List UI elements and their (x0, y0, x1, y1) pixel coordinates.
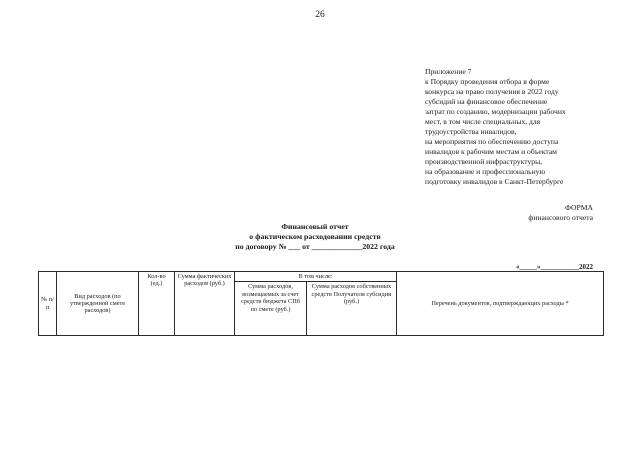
header-own-sum: Сумма расходов собственных средств Получателя субсидии (руб.) (307, 282, 397, 336)
appendix-line: мест, в том числе специальных, для (425, 117, 541, 126)
header-budget-sum: Сумма расходов, возмещаемых за счет средств бюджета СПб по смете (руб.) (235, 282, 307, 336)
form-label-subtitle: финансового отчета (528, 213, 593, 222)
header-documents: Перечень документов, подтверждающих расходы * (397, 272, 604, 336)
appendix-line: трудоустройства инвалидов, (425, 127, 517, 136)
report-date: «_____»___________2022 (516, 263, 593, 271)
page-number: 26 (315, 10, 325, 20)
appendix-line: инвалидов к рабочим местам и объектам (425, 147, 557, 156)
form-label (528, 203, 593, 223)
header-quantity: Кол-во (ед.) (139, 272, 175, 336)
header-expense-type: Вид расходов (по утвержденной смете расходов) (57, 272, 139, 336)
financial-report-table (38, 271, 604, 336)
header-including: В том числе: (235, 272, 397, 282)
appendix-line: на мероприятия по обеспечению доступа (425, 137, 559, 146)
form-label-title: ФОРМА (564, 203, 593, 212)
appendix-line: конкурса на право получения в 2022 году (425, 87, 559, 96)
header-num: № п/п (39, 272, 57, 336)
appendix-line: затрат по созданию, модернизации рабочих (425, 107, 566, 116)
appendix-block (425, 67, 637, 187)
appendix-line: субсидий на финансовое обеспечение (425, 97, 548, 106)
appendix-line: Приложение 7 (425, 67, 472, 76)
header-actual-sum: Сумма фактических расходов (руб.) (175, 272, 235, 336)
report-title (150, 222, 480, 252)
report-title-line2: о фактическом расходовании средств (249, 232, 381, 241)
appendix-line: производственной инфраструктуры, (425, 157, 543, 166)
appendix-line: подготовку инвалидов в Санкт-Петербурге (425, 177, 564, 186)
appendix-line: на образование и профессиональную (425, 167, 546, 176)
report-title-line1: Финансовый отчет (281, 222, 349, 231)
report-title-line3: по договору № ___ от _____________2022 года (235, 242, 395, 251)
appendix-line: к Порядку проведения отбора в форме (425, 77, 550, 86)
